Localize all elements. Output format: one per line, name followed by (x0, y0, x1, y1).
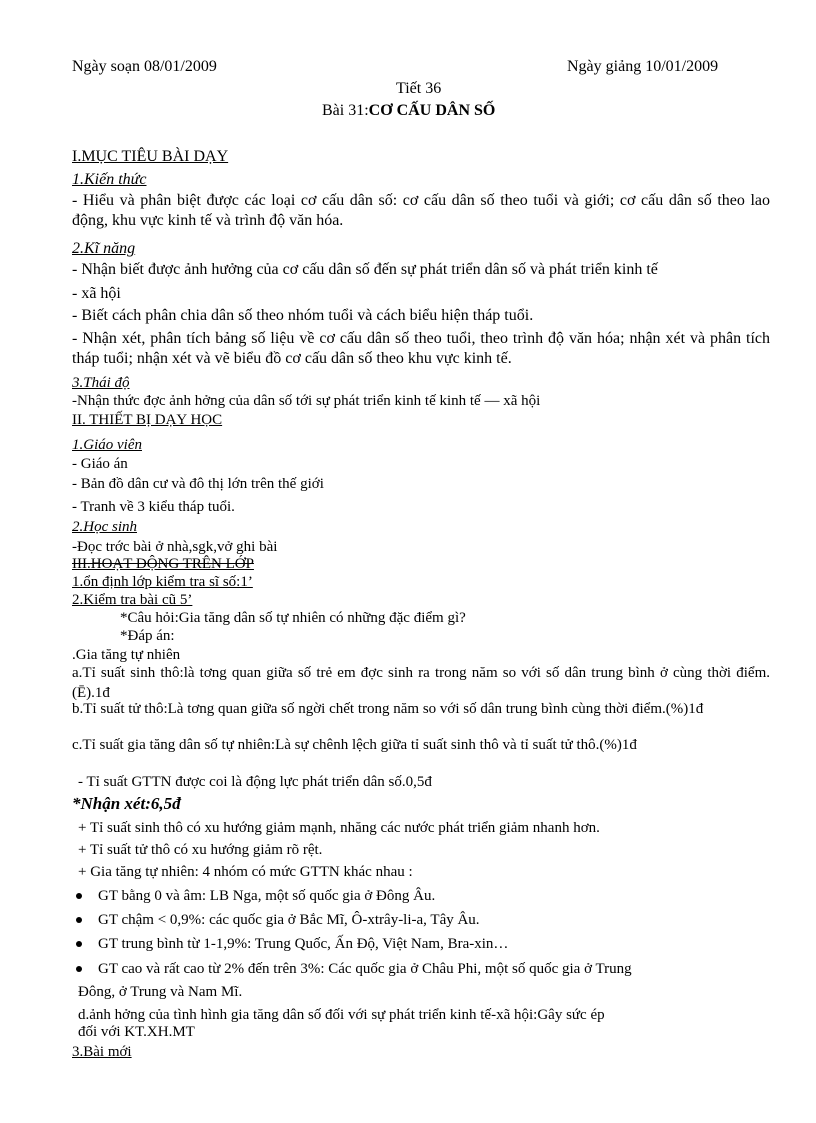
answer-d-line-2: đối với KT.XH.MT (78, 1024, 195, 1040)
answer-c: c.Tỉ suất gia tăng dân số tự nhiên:Là sự chênh lệch giữa tỉ suất sinh thô và tỉ suất tử thô.(%)1đ (72, 737, 637, 753)
answer-a: a.Tỉ suất sinh thô:là tơng quan giữa số trẻ em đợc sinh ra trong năm so với số dân trung bình ở cùng thời điểm.(Ē).1đ (72, 665, 770, 701)
answer-label: *Đáp án: (120, 628, 175, 644)
review-heading: 2.Kiểm tra bài cũ 5’ (72, 592, 193, 608)
bullet-item-1: GT bằng 0 và âm: LB Nga, một số quốc gia ở Đông Âu. (98, 888, 436, 904)
bullet-item-4-cont: Đông, ở Trung và Nam Mĩ. (78, 984, 243, 1000)
skills-heading: 2.Kĩ năng (72, 240, 136, 257)
bullet-dot-4 (76, 966, 82, 972)
remark-1: + Tỉ suất sinh thô có xu hướng giảm mạnh, nhăng các nước phát triển giảm nhanh hơn. (78, 820, 600, 836)
bullet-dot-1 (76, 893, 82, 899)
section-3-heading: III.HOẠT ĐỘNG TRÊN LỚP (72, 556, 254, 572)
skills-item-2: - Biết cách phân chia dân số theo nhóm tuổi và cách biểu hiện tháp tuổi. (72, 307, 534, 324)
remark-heading: *Nhận xét:6,5đ (72, 794, 181, 813)
bullet-item-2: GT chậm < 0,9%: các quốc gia ở Bắc Mĩ, Ô-xtrây-li-a, Tây Âu. (98, 912, 480, 928)
bullet-item-3: GT trung bình từ 1-1,9%: Trung Quốc, Ấn Độ, Việt Nam, Bra-xin… (98, 936, 509, 952)
skills-item-1: - Nhận biết được ảnh hưởng của cơ cấu dân số đến sự phát triển dân số và phát triển kinh tế (72, 261, 658, 278)
lesson-number: Tiết 36 (396, 80, 442, 97)
lesson-prefix: Bài 31: (322, 102, 369, 119)
student-heading: 2.Học sinh (72, 519, 137, 535)
review-question: *Câu hỏi:Gia tăng dân số tự nhiên có những đặc điểm gì? (120, 610, 466, 626)
remark-2: + Tỉ suất tử thô có xu hướng giảm rõ rệt. (78, 842, 323, 858)
teacher-heading: 1.Giáo viên (72, 437, 142, 453)
date-prepared: Ngày soạn 08/01/2009 (72, 58, 217, 75)
skills-item-3: - Nhận xét, phân tích bảng số liệu về cơ cấu dân số theo tuổi, theo trình độ văn hóa; nhận xét và phân tích tháp tuổi; nhận xét và vẽ biểu đồ cơ cấu dân số theo khu vực kinh tế. (72, 330, 770, 367)
natural-growth-label: .Gia tăng tự nhiên (72, 647, 181, 663)
new-lesson-heading: 3.Bài mới (72, 1044, 132, 1060)
section-2-heading: II. THIẾT BỊ DẠY HỌC (72, 412, 223, 428)
student-item-1: -Đọc trớc bài ở nhà,sgk,vở ghi bài (72, 539, 278, 555)
answer-b: b.Tỉ suất tử thô:Là tơng quan giữa số ngời chết trong năm so với số dân trung bình cùng thời điểm.(%)1đ (72, 701, 704, 717)
knowledge-heading: 1.Kiến thức (72, 171, 147, 188)
bullet-dot-2 (76, 917, 82, 923)
bullet-item-4: GT cao và rất cao từ 2% đến trên 3%: Các quốc gia ở Châu Phi, một số quốc gia ở Trung (98, 961, 632, 977)
knowledge-text: - Hiểu và phân biệt được các loại cơ cấu dân số: cơ cấu dân số theo tuổi và giới; cơ cấu dân số theo lao động, khu vực kinh tế và trình độ văn hóa. (72, 192, 770, 229)
skills-item-1b: - xã hội (72, 285, 121, 302)
lesson-title (322, 101, 495, 121)
date-taught: Ngày giảng 10/01/2009 (567, 58, 719, 75)
attitude-heading: 3.Thái độ (72, 375, 130, 391)
teacher-item-3: - Tranh về 3 kiểu tháp tuổi. (72, 499, 235, 515)
teacher-item-1: - Giáo án (72, 456, 128, 472)
class-org: 1.ổn định lớp kiểm tra sĩ số:1’ (72, 574, 253, 590)
attitude-text: -Nhận thức đợc ảnh hởng của dân số tới sự phát triển kinh tế kinh tế — xã hội (72, 393, 541, 409)
lesson-title-text: CƠ CẤU DÂN SỐ (368, 102, 496, 119)
teacher-item-2: - Bản đồ dân cư và đô thị lớn trên thế giới (72, 476, 324, 492)
answer-d-line-1: d.ảnh hởng của tình hình gia tăng dân số đối với sự phát triển kinh tế-xã hội:Gây sức ép (78, 1007, 605, 1023)
gttn-line: - Tỉ suất GTTN được coi là động lực phát triển dân số.0,5đ (78, 774, 432, 790)
remark-3: + Gia tăng tự nhiên: 4 nhóm có mức GTTN khác nhau : (78, 864, 413, 880)
bullet-dot-3 (76, 941, 82, 947)
section-1-heading: I.MỤC TIÊU BÀI DẠY (72, 148, 229, 165)
